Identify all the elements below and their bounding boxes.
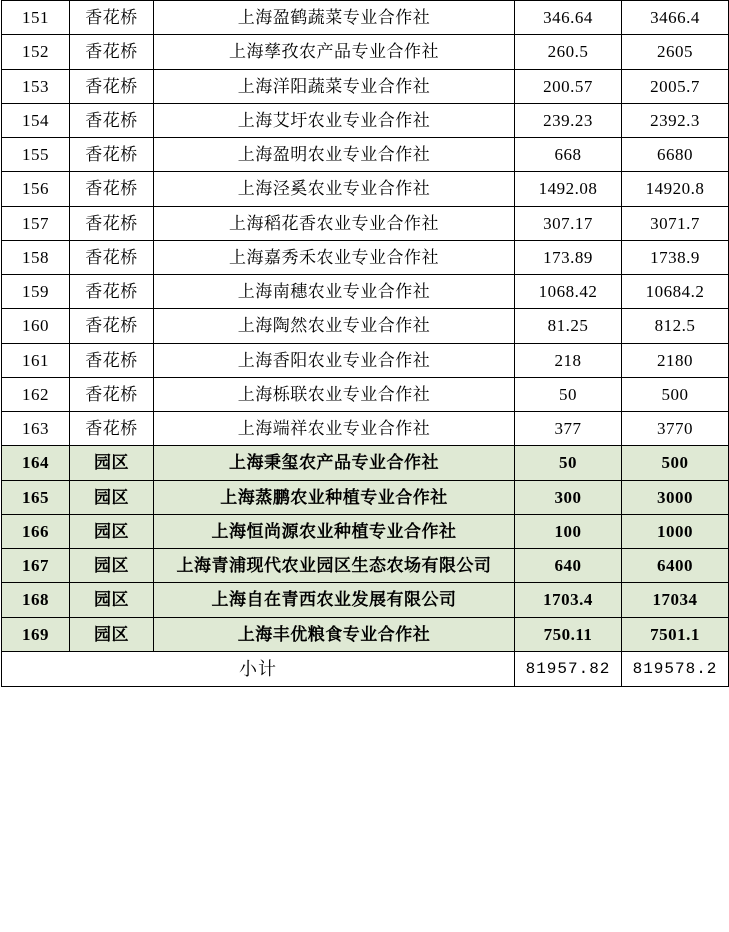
- row-index: 153: [2, 69, 70, 103]
- row-value-2: 2005.7: [622, 69, 729, 103]
- table-total-row: [2, 651, 729, 687]
- row-unit-name: 上海洋阳蔬菜专业合作社: [154, 69, 515, 103]
- row-value-1: 260.5: [515, 35, 622, 69]
- table-row: [2, 172, 729, 206]
- row-town: 香花桥: [70, 172, 154, 206]
- table-row: [2, 138, 729, 172]
- row-unit-name: 上海丰优粮食专业合作社: [154, 617, 515, 651]
- row-unit-name: 上海恒尚源农业种植专业合作社: [154, 514, 515, 548]
- row-unit-name: 上海端祥农业专业合作社: [154, 412, 515, 446]
- row-value-1: 1703.4: [515, 583, 622, 617]
- row-index: 157: [2, 206, 70, 240]
- row-value-1: 300: [515, 480, 622, 514]
- row-unit-name: 上海栎联农业专业合作社: [154, 377, 515, 411]
- row-town: 香花桥: [70, 275, 154, 309]
- table-row: [2, 343, 729, 377]
- row-value-1: 750.11: [515, 617, 622, 651]
- row-index: 164: [2, 446, 70, 480]
- row-value-1: 81.25: [515, 309, 622, 343]
- row-value-1: 173.89: [515, 240, 622, 274]
- table-row: [2, 206, 729, 240]
- table-row: [2, 103, 729, 137]
- row-value-1: 50: [515, 377, 622, 411]
- table-row: [2, 309, 729, 343]
- row-index: 159: [2, 275, 70, 309]
- table-row: [2, 549, 729, 583]
- row-index: 156: [2, 172, 70, 206]
- row-index: 163: [2, 412, 70, 446]
- row-value-2: 7501.1: [622, 617, 729, 651]
- row-unit-name: 上海秉玺农产品专业合作社: [154, 446, 515, 480]
- row-index: 169: [2, 617, 70, 651]
- row-value-2: 1738.9: [622, 240, 729, 274]
- row-town: 香花桥: [70, 138, 154, 172]
- row-town: 园区: [70, 583, 154, 617]
- row-value-2: 17034: [622, 583, 729, 617]
- row-value-2: 2605: [622, 35, 729, 69]
- total-label: 小计: [2, 651, 515, 687]
- table-row: [2, 617, 729, 651]
- row-value-1: 307.17: [515, 206, 622, 240]
- row-town: 香花桥: [70, 1, 154, 35]
- row-town: 香花桥: [70, 412, 154, 446]
- row-value-2: 2180: [622, 343, 729, 377]
- table-row: [2, 275, 729, 309]
- row-value-1: 1068.42: [515, 275, 622, 309]
- row-value-1: 668: [515, 138, 622, 172]
- row-unit-name: 上海南穗农业专业合作社: [154, 275, 515, 309]
- row-town: 香花桥: [70, 69, 154, 103]
- row-index: 167: [2, 549, 70, 583]
- row-value-1: 640: [515, 549, 622, 583]
- row-value-1: 377: [515, 412, 622, 446]
- table-row: [2, 69, 729, 103]
- row-value-2: 500: [622, 446, 729, 480]
- row-index: 158: [2, 240, 70, 274]
- row-town: 园区: [70, 446, 154, 480]
- row-town: 园区: [70, 549, 154, 583]
- row-town: 香花桥: [70, 377, 154, 411]
- row-town: 香花桥: [70, 240, 154, 274]
- row-value-2: 812.5: [622, 309, 729, 343]
- row-value-2: 6400: [622, 549, 729, 583]
- row-value-2: 2392.3: [622, 103, 729, 137]
- row-value-1: 50: [515, 446, 622, 480]
- row-index: 162: [2, 377, 70, 411]
- row-value-2: 3770: [622, 412, 729, 446]
- row-index: 152: [2, 35, 70, 69]
- row-index: 165: [2, 480, 70, 514]
- table-row: [2, 480, 729, 514]
- row-town: 香花桥: [70, 343, 154, 377]
- row-value-1: 200.57: [515, 69, 622, 103]
- row-value-2: 3071.7: [622, 206, 729, 240]
- row-unit-name: 上海稻花香农业专业合作社: [154, 206, 515, 240]
- row-value-2: 3000: [622, 480, 729, 514]
- table-body: [2, 1, 729, 687]
- row-value-1: 1492.08: [515, 172, 622, 206]
- row-value-2: 3466.4: [622, 1, 729, 35]
- table-row: [2, 514, 729, 548]
- row-index: 166: [2, 514, 70, 548]
- row-value-1: 239.23: [515, 103, 622, 137]
- row-value-2: 6680: [622, 138, 729, 172]
- row-unit-name: 上海盈明农业专业合作社: [154, 138, 515, 172]
- row-town: 香花桥: [70, 309, 154, 343]
- row-town: 园区: [70, 480, 154, 514]
- row-unit-name: 上海盈鹤蔬菜专业合作社: [154, 1, 515, 35]
- row-value-2: 14920.8: [622, 172, 729, 206]
- row-value-1: 346.64: [515, 1, 622, 35]
- row-value-1: 100: [515, 514, 622, 548]
- row-town: 香花桥: [70, 35, 154, 69]
- row-town: 香花桥: [70, 206, 154, 240]
- row-index: 154: [2, 103, 70, 137]
- row-unit-name: 上海陶然农业专业合作社: [154, 309, 515, 343]
- table-row: [2, 377, 729, 411]
- row-unit-name: 上海青浦现代农业园区生态农场有限公司: [154, 549, 515, 583]
- table-row: [2, 35, 729, 69]
- row-unit-name: 上海艾圩农业专业合作社: [154, 103, 515, 137]
- row-unit-name: 上海孳孜农产品专业合作社: [154, 35, 515, 69]
- row-index: 168: [2, 583, 70, 617]
- table-row: [2, 412, 729, 446]
- row-town: 园区: [70, 514, 154, 548]
- row-index: 151: [2, 1, 70, 35]
- table-row: [2, 446, 729, 480]
- row-value-2: 10684.2: [622, 275, 729, 309]
- cooperatives-table: [1, 0, 729, 687]
- row-unit-name: 上海蒸鹏农业种植专业合作社: [154, 480, 515, 514]
- row-value-1: 218: [515, 343, 622, 377]
- row-index: 161: [2, 343, 70, 377]
- row-index: 160: [2, 309, 70, 343]
- total-value-2: 819578.2: [622, 651, 729, 687]
- table-row: [2, 1, 729, 35]
- row-town: 园区: [70, 617, 154, 651]
- table-row: [2, 583, 729, 617]
- table-row: [2, 240, 729, 274]
- row-town: 香花桥: [70, 103, 154, 137]
- row-unit-name: 上海自在青西农业发展有限公司: [154, 583, 515, 617]
- row-value-2: 1000: [622, 514, 729, 548]
- row-unit-name: 上海泾奚农业专业合作社: [154, 172, 515, 206]
- total-value-1: 81957.82: [515, 651, 622, 687]
- row-index: 155: [2, 138, 70, 172]
- row-unit-name: 上海香阳农业专业合作社: [154, 343, 515, 377]
- row-unit-name: 上海嘉秀禾农业专业合作社: [154, 240, 515, 274]
- row-value-2: 500: [622, 377, 729, 411]
